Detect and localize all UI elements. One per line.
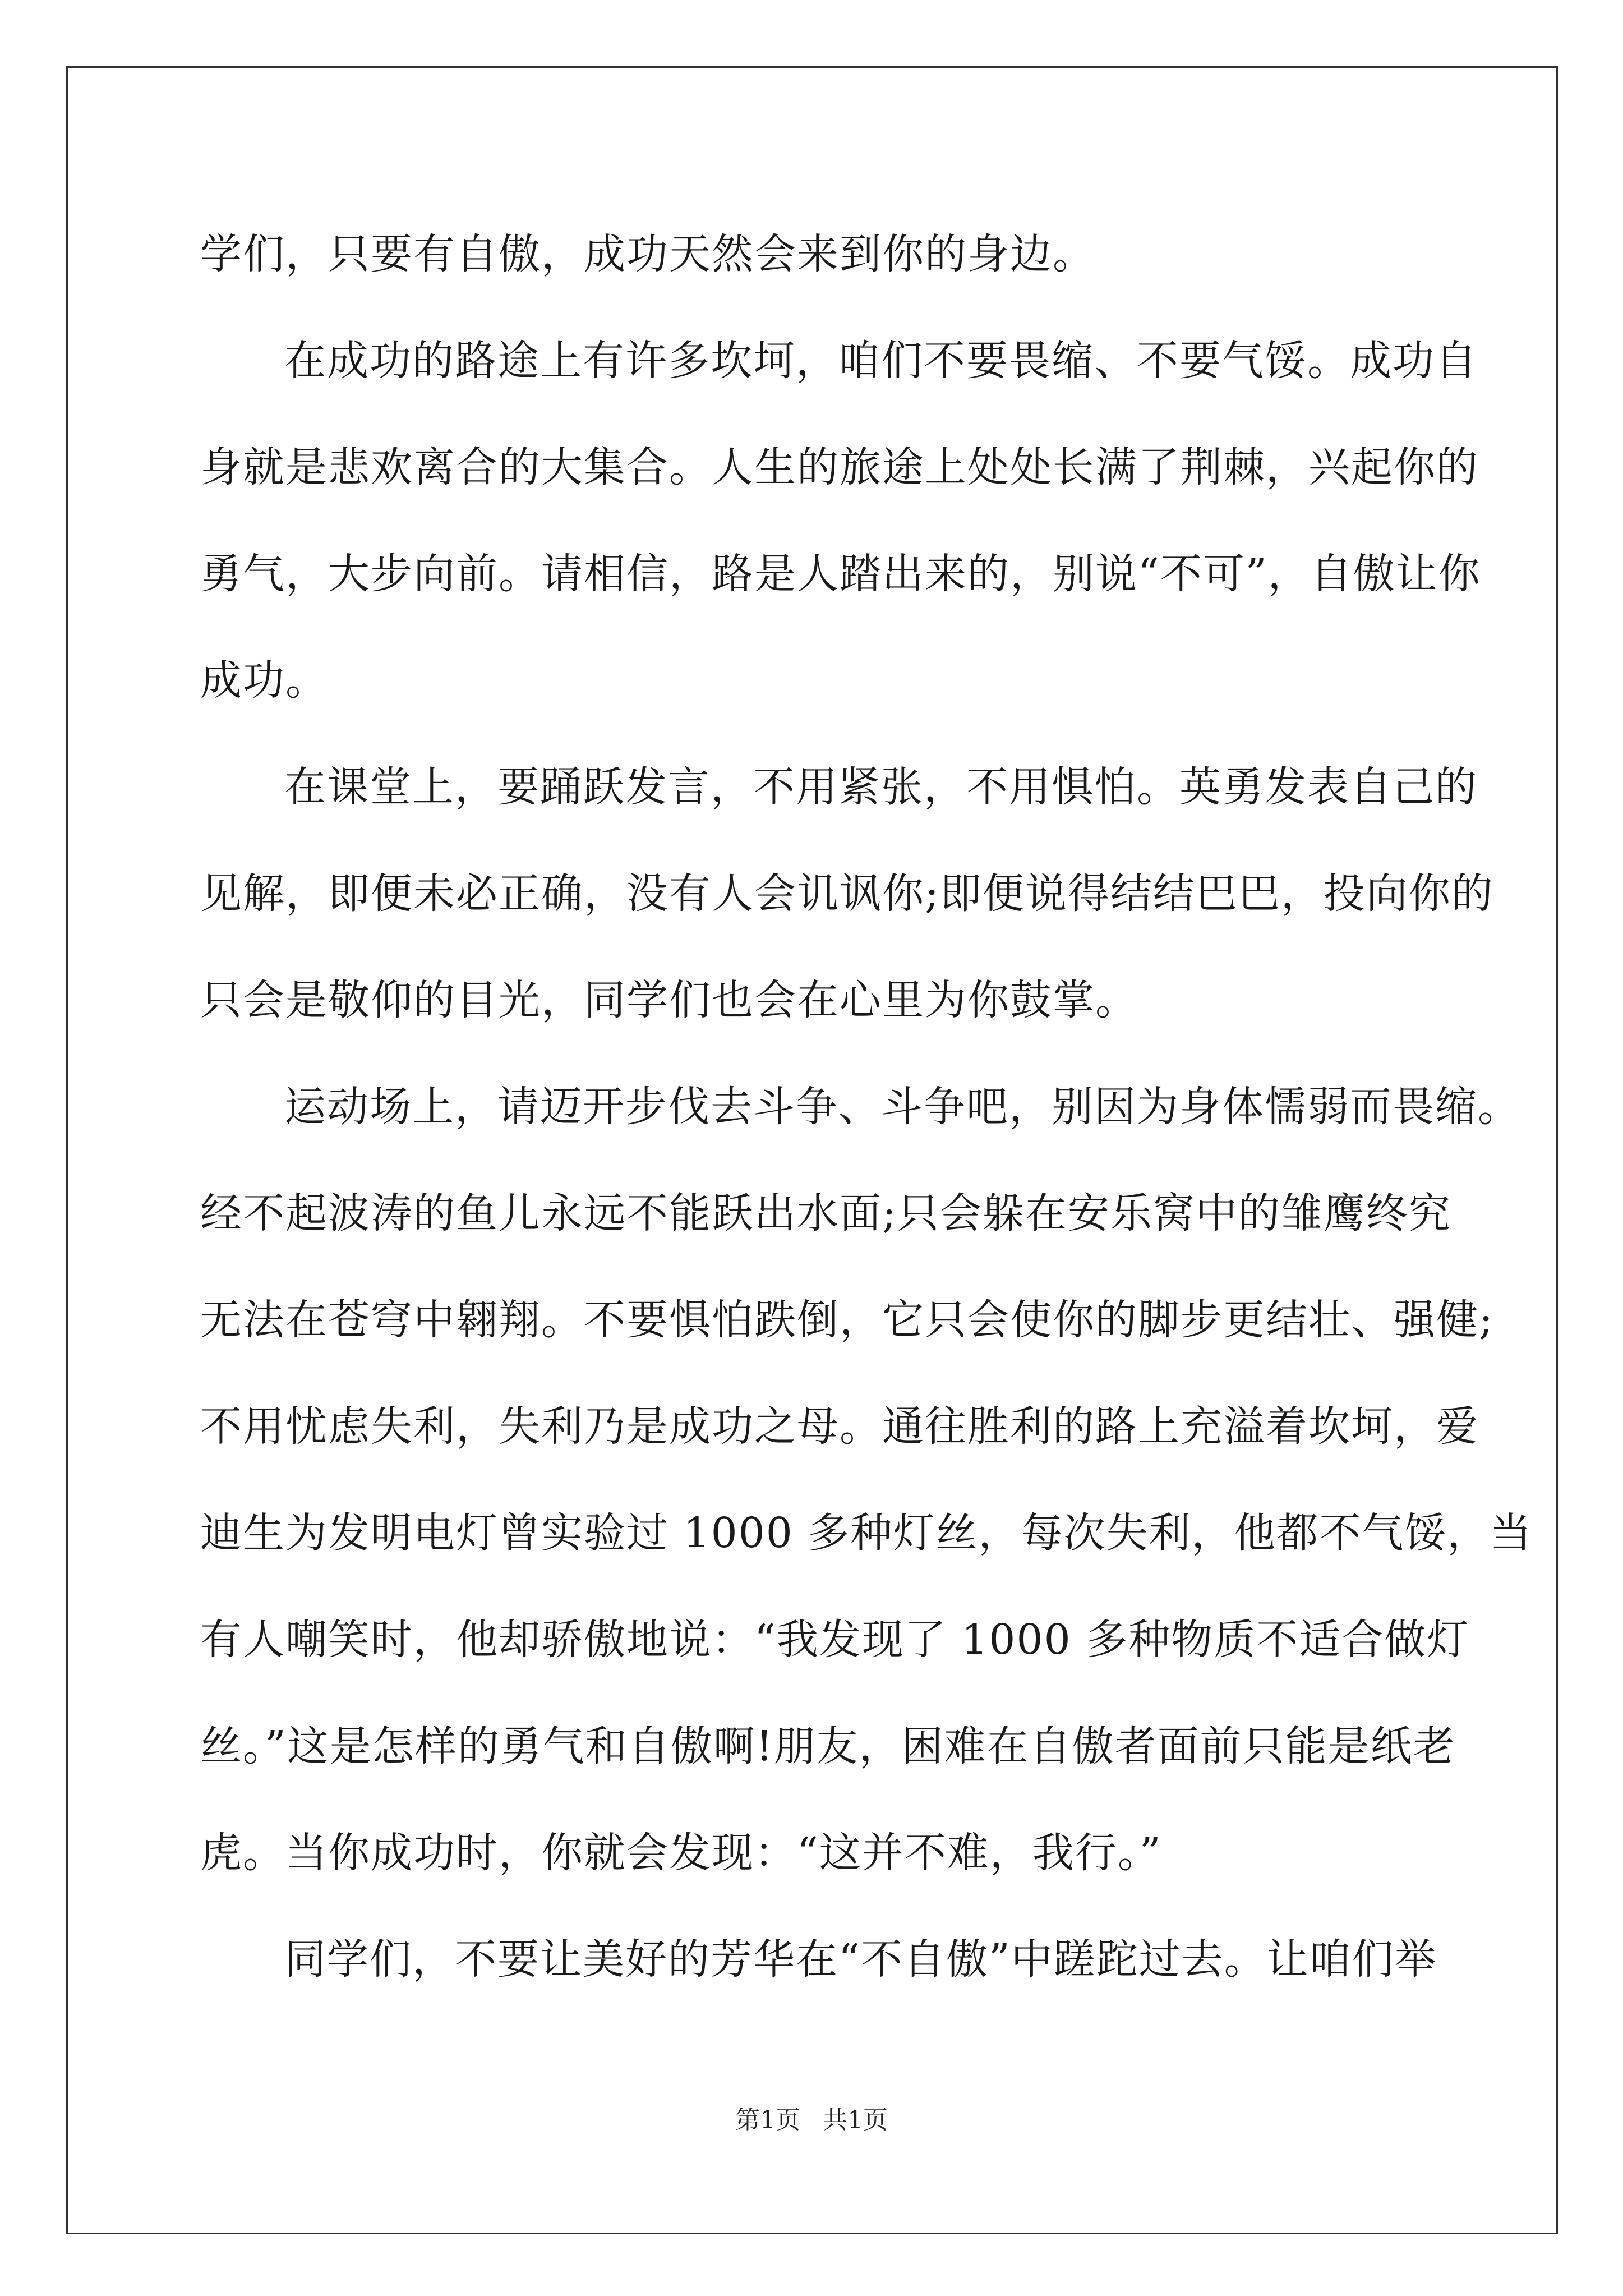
text-line: 同学们，不要让美好的芳华在“不自傲”中蹉跎过去。让咱们举	[284, 1935, 1437, 1984]
page-total: 共1页	[823, 2106, 888, 2134]
text-line: 身就是悲欢离合的大集合。人生的旅途上处处长满了荆棘，兴起你的	[200, 443, 1479, 491]
text-line: 经不起波涛的鱼儿永远不能跃出水面;只会躲在安乐窝中的雏鹰终究	[200, 1189, 1451, 1237]
text-line: 在课堂上，要踊跃发言，不用紧张，不用惧怕。英勇发表自己的	[284, 763, 1478, 811]
text-line: 丝。”这是怎样的勇气和自傲啊!朋友，困难在自傲者面前只能是纸老	[200, 1722, 1456, 1770]
text-line: 只会是敬仰的目光，同学们也会在心里为你鼓掌。	[200, 976, 1138, 1024]
page-number: 第1页	[735, 2106, 800, 2134]
text-line: 有人嘲笑时，他却骄傲地说：“我发现了 1000 多种物质不适合做灯	[200, 1616, 1470, 1664]
text-line: 虎。当你成功时，你就会发现：“这并不难，我行。”	[200, 1829, 1162, 1877]
text-line: 学们，只要有自傲，成功天然会来到你的身边。	[200, 230, 1095, 278]
text-line: 勇气，大步向前。请相信，路是人踏出来的，别说“不可”，自傲让你	[200, 550, 1481, 598]
text-line: 在成功的路途上有许多坎坷，咱们不要畏缩、不要气馁。成功自	[284, 337, 1478, 385]
text-line: 迪生为发明电灯曾实验过 1000 多种灯丝，每次失利，他都不气馁，当	[200, 1509, 1533, 1557]
text-line: 运动场上，请迈开步伐去斗争、斗争吧，别因为身体懦弱而畏缩。	[284, 1083, 1520, 1131]
text-line: 见解，即便未必正确，没有人会讥讽你;即便说得结结巴巴，投向你的	[200, 869, 1494, 918]
page-footer	[0, 2104, 1623, 2137]
text-line: 无法在苍穹中翱翔。不要惧怕跌倒，它只会使你的脚步更结壮、强健;	[200, 1296, 1494, 1344]
text-line: 成功。	[200, 656, 328, 705]
text-line: 不用忧虑失利，失利乃是成功之母。通往胜利的路上充溢着坎坷，爱	[200, 1402, 1479, 1451]
